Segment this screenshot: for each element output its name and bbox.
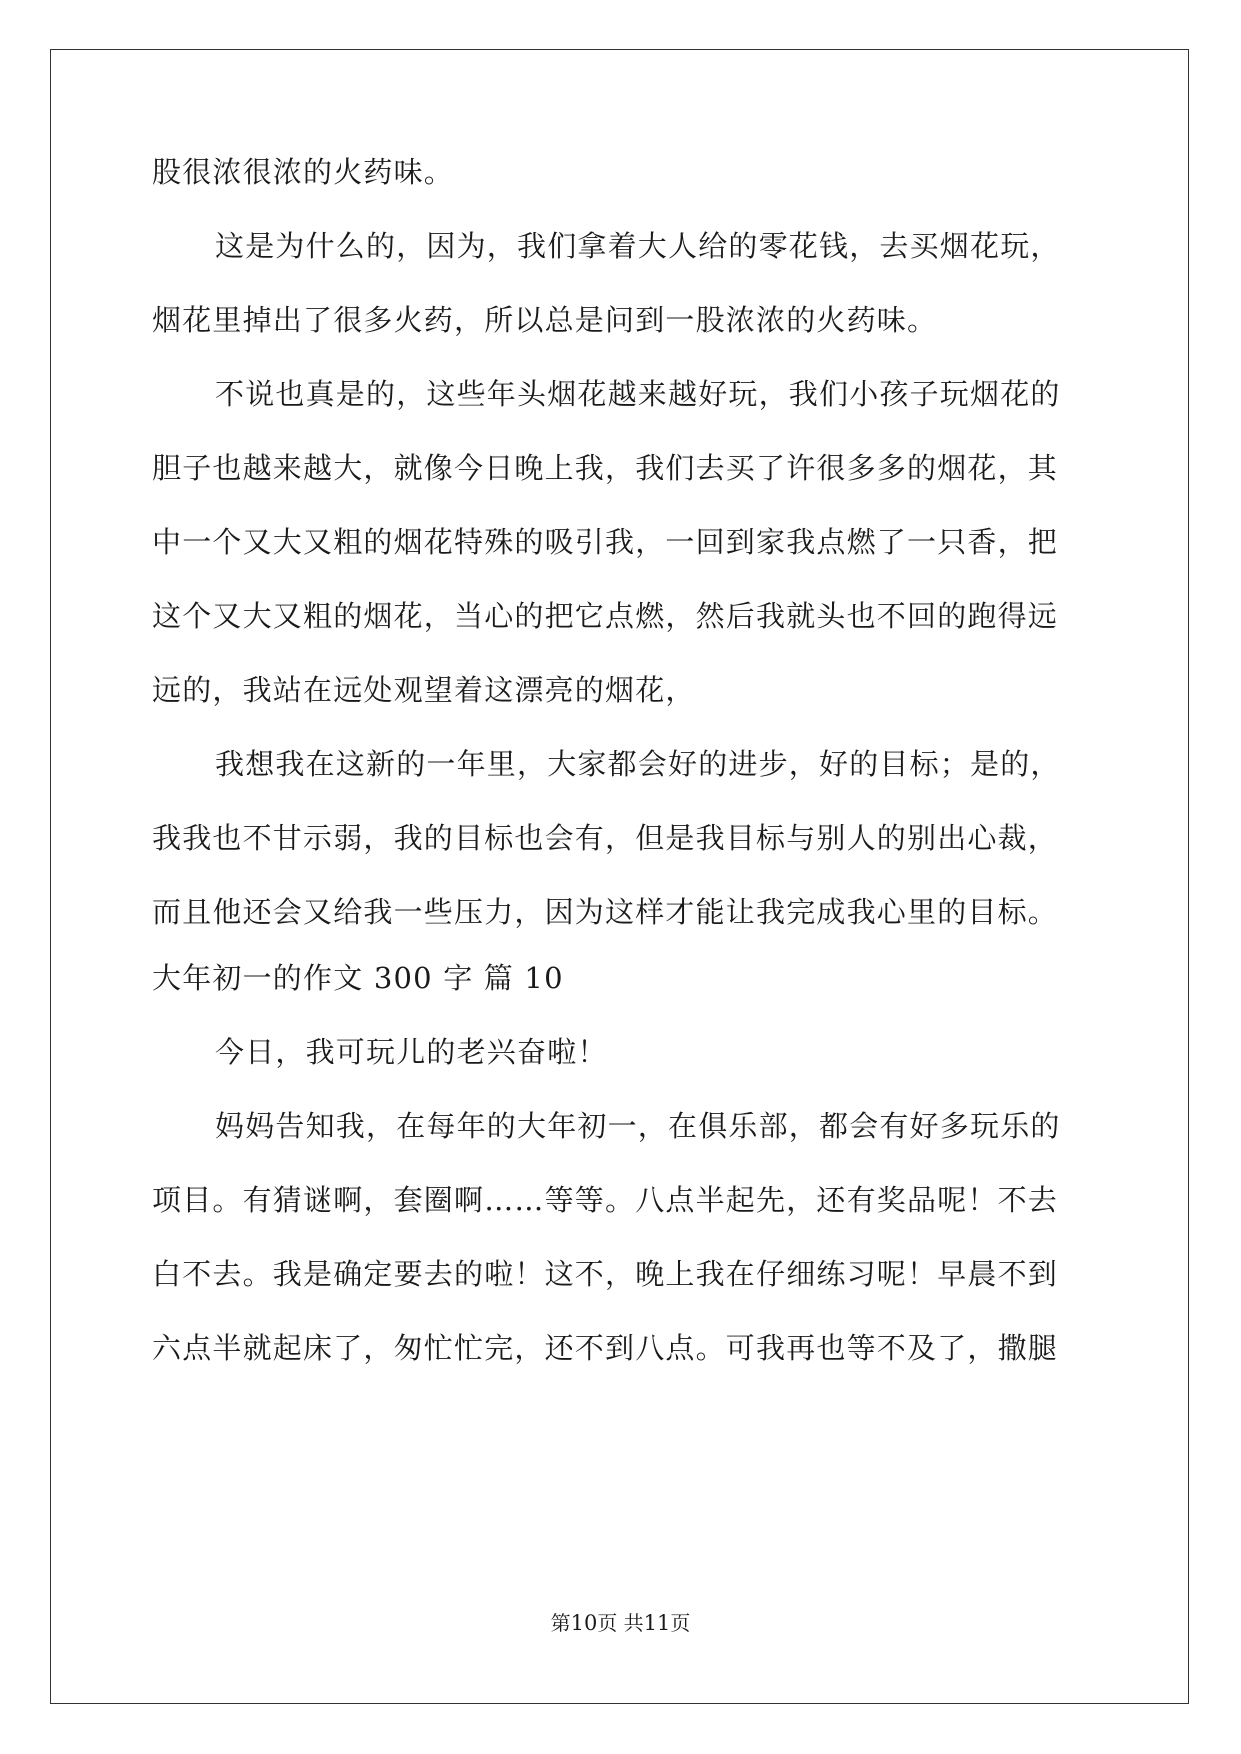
- footer-suffix: 页: [670, 1611, 691, 1635]
- text-line: 不说也真是的，这些年头烟花越来越好玩，我们小孩子玩烟花的: [215, 377, 1061, 411]
- text-line: 项目。有猜谜啊，套圈啊……等等。八点半起先，还有奖品呢！不去: [152, 1183, 1059, 1217]
- text-line: 远的，我站在远处观望着这漂亮的烟花，: [152, 673, 696, 707]
- text-line: 今日，我可玩儿的老兴奋啦！: [215, 1035, 608, 1069]
- text-line: 中一个又大又粗的烟花特殊的吸引我，一回到家我点燃了一只香，把: [152, 525, 1059, 559]
- page-border: [50, 49, 1189, 1704]
- section-heading: 大年初一的作文 300 字 篇 10: [152, 961, 564, 995]
- text-line: 股很浓很浓的火药味。: [152, 155, 455, 189]
- footer-mid: 页 共: [597, 1611, 644, 1635]
- text-line: 而且他还会又给我一些压力，因为这样才能让我完成我心里的目标。: [152, 895, 1059, 929]
- text-line: 白不去。我是确定要去的啦！这不，晚上我在仔细练习呢！早晨不到: [152, 1257, 1059, 1291]
- text-line: 我想我在这新的一年里，大家都会好的进步，好的目标；是的，: [215, 747, 1061, 781]
- text-line: 胆子也越来越大，就像今日晚上我，我们去买了许很多多的烟花，其: [152, 451, 1059, 485]
- text-line: 这是为什么的，因为，我们拿着大人给的零花钱，去买烟花玩，: [215, 229, 1061, 263]
- page-footer: [0, 1609, 1241, 1637]
- footer-total-pages: 11: [643, 1611, 671, 1635]
- text-line: 烟花里掉出了很多火药，所以总是问到一股浓浓的火药味。: [152, 303, 938, 337]
- text-line: 我我也不甘示弱，我的目标也会有，但是我目标与别人的别出心裁，: [152, 821, 1059, 855]
- text-line: 六点半就起床了，匆忙忙完，还不到八点。可我再也等不及了，撒腿: [152, 1331, 1059, 1365]
- footer-prefix: 第: [550, 1611, 571, 1635]
- text-line: 这个又大又粗的烟花，当心的把它点燃，然后我就头也不回的跑得远: [152, 599, 1059, 633]
- footer-page-number: 10: [570, 1611, 598, 1635]
- text-line: 妈妈告知我，在每年的大年初一，在俱乐部，都会有好多玩乐的: [215, 1109, 1061, 1143]
